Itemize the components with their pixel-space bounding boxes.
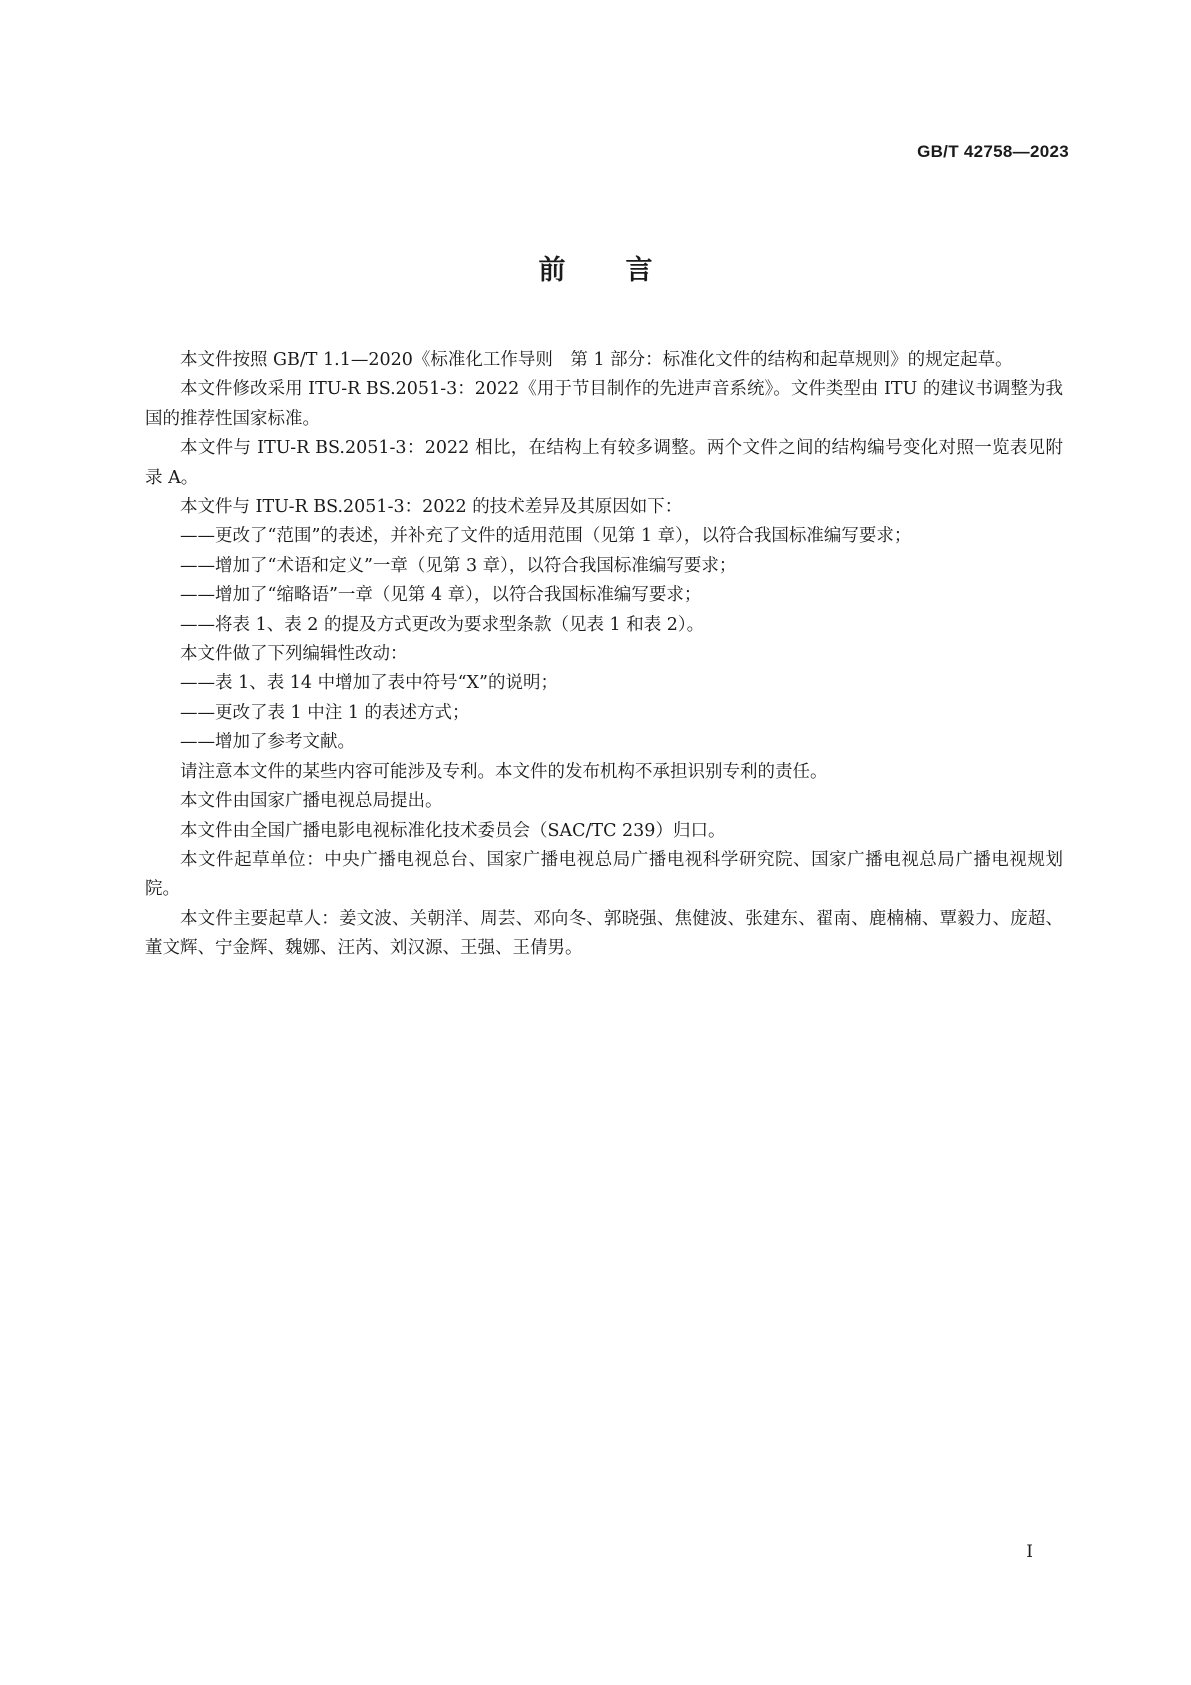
- list-item: ——将表 1、表 2 的提及方式更改为要求型条款（见表 1 和表 2）。: [180, 614, 705, 635]
- paragraph-committee: 本文件由全国广播电影电视标准化技术委员会（SAC/TC 239）归口。: [180, 820, 726, 841]
- paragraph-drafters: 本文件主要起草人：姜文波、关朝洋、周芸、邓向冬、郭晓强、焦健波、张建东、翟南、鹿楠楠、覃毅力、庞超、董文辉、宁金辉、魏娜、汪芮、刘汉源、王强、王倩男。: [145, 908, 1063, 959]
- foreword-body: [145, 346, 1063, 964]
- paragraph-structure-changes: 本文件与 ITU-R BS.2051-3：2022 相比，在结构上有较多调整。两个文件之间的结构编号变化对照一览表见附录 A。: [145, 438, 1063, 488]
- paragraph-technical-differences: 本文件与 ITU-R BS.2051-3：2022 的技术差异及其原因如下：: [180, 497, 683, 518]
- page-title: 前言: [538, 255, 713, 286]
- list-item: ——表 1、表 14 中增加了表中符号“X”的说明；: [180, 673, 558, 694]
- standard-number: GB/T 42758—2023: [917, 142, 1069, 161]
- paragraph-drafting-units: 本文件起草单位：中央广播电视总台、国家广播电视总局广播电视科学研究院、国家广播电视总局广播电视规划院。: [145, 849, 1063, 900]
- list-item: ——更改了“范围”的表述，并补充了文件的适用范围（见第 1 章），以符合我国标准编写要求；: [180, 526, 912, 547]
- list-item: ——增加了“术语和定义”一章（见第 3 章），以符合我国标准编写要求；: [180, 555, 737, 576]
- paragraph-editorial-changes: 本文件做了下列编辑性改动：: [180, 644, 408, 665]
- page-number: Ⅰ: [1026, 1542, 1033, 1562]
- paragraph-proposer: 本文件由国家广播电视总局提出。: [180, 791, 443, 812]
- paragraph-drafting-rules: 本文件按照 GB/T 1.1—2020《标准化工作导则 第 1 部分：标准化文件的结构和起草规则》的规定起草。: [180, 350, 1013, 370]
- paragraph-adoption: 本文件修改采用 ITU-R BS.2051-3：2022《用于节目制作的先进声音系统》。文件类型由 ITU 的建议书调整为我国的推荐性国家标准。: [145, 379, 1063, 429]
- list-item: ——更改了表 1 中注 1 的表述方式；: [180, 702, 470, 723]
- paragraph-patent-notice: 请注意本文件的某些内容可能涉及专利。本文件的发布机构不承担识别专利的责任。: [180, 761, 828, 782]
- list-item: ——增加了“缩略语”一章（见第 4 章），以符合我国标准编写要求；: [180, 585, 702, 606]
- list-item: ——增加了参考文献。: [180, 732, 355, 753]
